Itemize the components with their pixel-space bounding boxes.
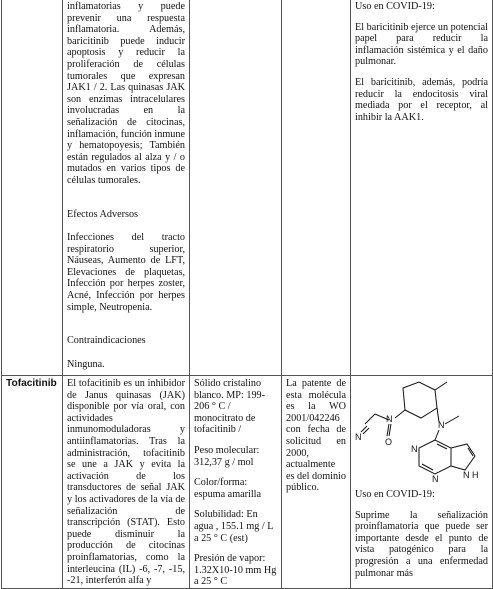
- structure-n-label: N: [463, 470, 470, 480]
- adverse-effects-title: Efectos Adversos: [67, 208, 139, 220]
- drug-name-cell: [2, 0, 63, 376]
- property-item: Solubilidad: En agua , 155.1 mg / L a 25 ° C (est): [194, 509, 274, 544]
- patent-cell: [282, 0, 351, 376]
- structure-h-label: H: [472, 470, 479, 480]
- patent-cell: [282, 376, 351, 589]
- drug-table: [1, 0, 493, 589]
- tofacitinib-structure: [355, 378, 489, 483]
- property-item: Peso molecular: 312,37 g / mol: [194, 444, 260, 468]
- covid-use-cell: [351, 376, 493, 589]
- drug-name: Tofacitinib: [2, 376, 63, 589]
- adverse-effects-text: Infecciones del tracto respiratorio superior, Náuseas, Aumento de LFT, Elevaciones de plaquetas, Infección por herpes zoster, Acné, Infección por herpes simple, Neutropenia.: [67, 232, 185, 313]
- contraindications-title: Contraindicaciones: [67, 335, 146, 347]
- properties-cell: [190, 376, 282, 589]
- covid-use-text: El baricitinib ejerce un potencial papel para reducir la inflamación sistémica y el daño pulmonar.: [355, 21, 488, 68]
- properties-cell: [190, 0, 282, 376]
- structure-n-label: N: [432, 474, 439, 483]
- mechanism-text: inflamatorias y puede prevenir una respuesta inflamatoria. Además, baricitinib puede inducir apoptosis y reducir la proliferación de células tumorales que expresan JAK1 / 2. Las quinasas JAK son enzimas intracelulares involucradas en la señalización de citocinas, inflamación, función inmune y hematopoyesis; También están regulados al alza y / o mutados en varios tipos de células tumorales.: [67, 1, 185, 186]
- covid-use-text: El baricitinib, además, podría reducir la endocitosis viral mediada por el receptor, al inhibir la AAK1.: [355, 76, 488, 123]
- covid-use-cell: [351, 0, 493, 376]
- table-row: [2, 0, 493, 376]
- property-item: Color/forma: espuma amarilla: [194, 477, 262, 500]
- mechanism-text: El tofacitinib es un inhibidor de Janus quinasas (JAK) disponible por vía oral, con actividades inmunomoduladoras y antiinflamatorias. Tras la administración, tofacitinib se une a JAK y evita la activación de los transductores de señal JAK y los activadores de la vía de señalización de transcripción (STAT). Esto puede disminuir la producción de citocinas proinflamatorias, como la interleucina (IL) -6, -7, -15, -21, interferón alfa y: [67, 378, 185, 587]
- covid-use-title: Uso en COVID-19:: [355, 489, 435, 500]
- structure-n-label: N: [438, 420, 445, 430]
- structure-o-label: O: [385, 437, 393, 447]
- property-item: Presión de vapor: 1.32X10-10 mm Hg a 25 ° C: [194, 553, 277, 588]
- structure-n-label: N: [411, 444, 418, 454]
- patent-text: La patente de esta molécula es la WO 2001/042246 con fecha de solicitud en 2000, actualmente es del dominio público.: [286, 378, 346, 494]
- table-row: [2, 376, 493, 589]
- mechanism-cell: [63, 0, 190, 376]
- structure-n-label: N: [386, 414, 393, 424]
- covid-use-text: Suprime la señalización proinflamatoria que puede ser importante desde el punto de vista patogénico para la progresión a una enfermedad pulmonar más: [355, 509, 488, 579]
- structure-n-label: N: [355, 432, 362, 442]
- covid-use-title: Uso en COVID-19:: [355, 1, 435, 12]
- contraindications-text: Ninguna.: [67, 358, 105, 370]
- property-item: Sólido cristalino blanco. MP: 199-206 ° C / monocitrato de tofacitinib /: [194, 378, 266, 436]
- mechanism-cell: [63, 376, 190, 589]
